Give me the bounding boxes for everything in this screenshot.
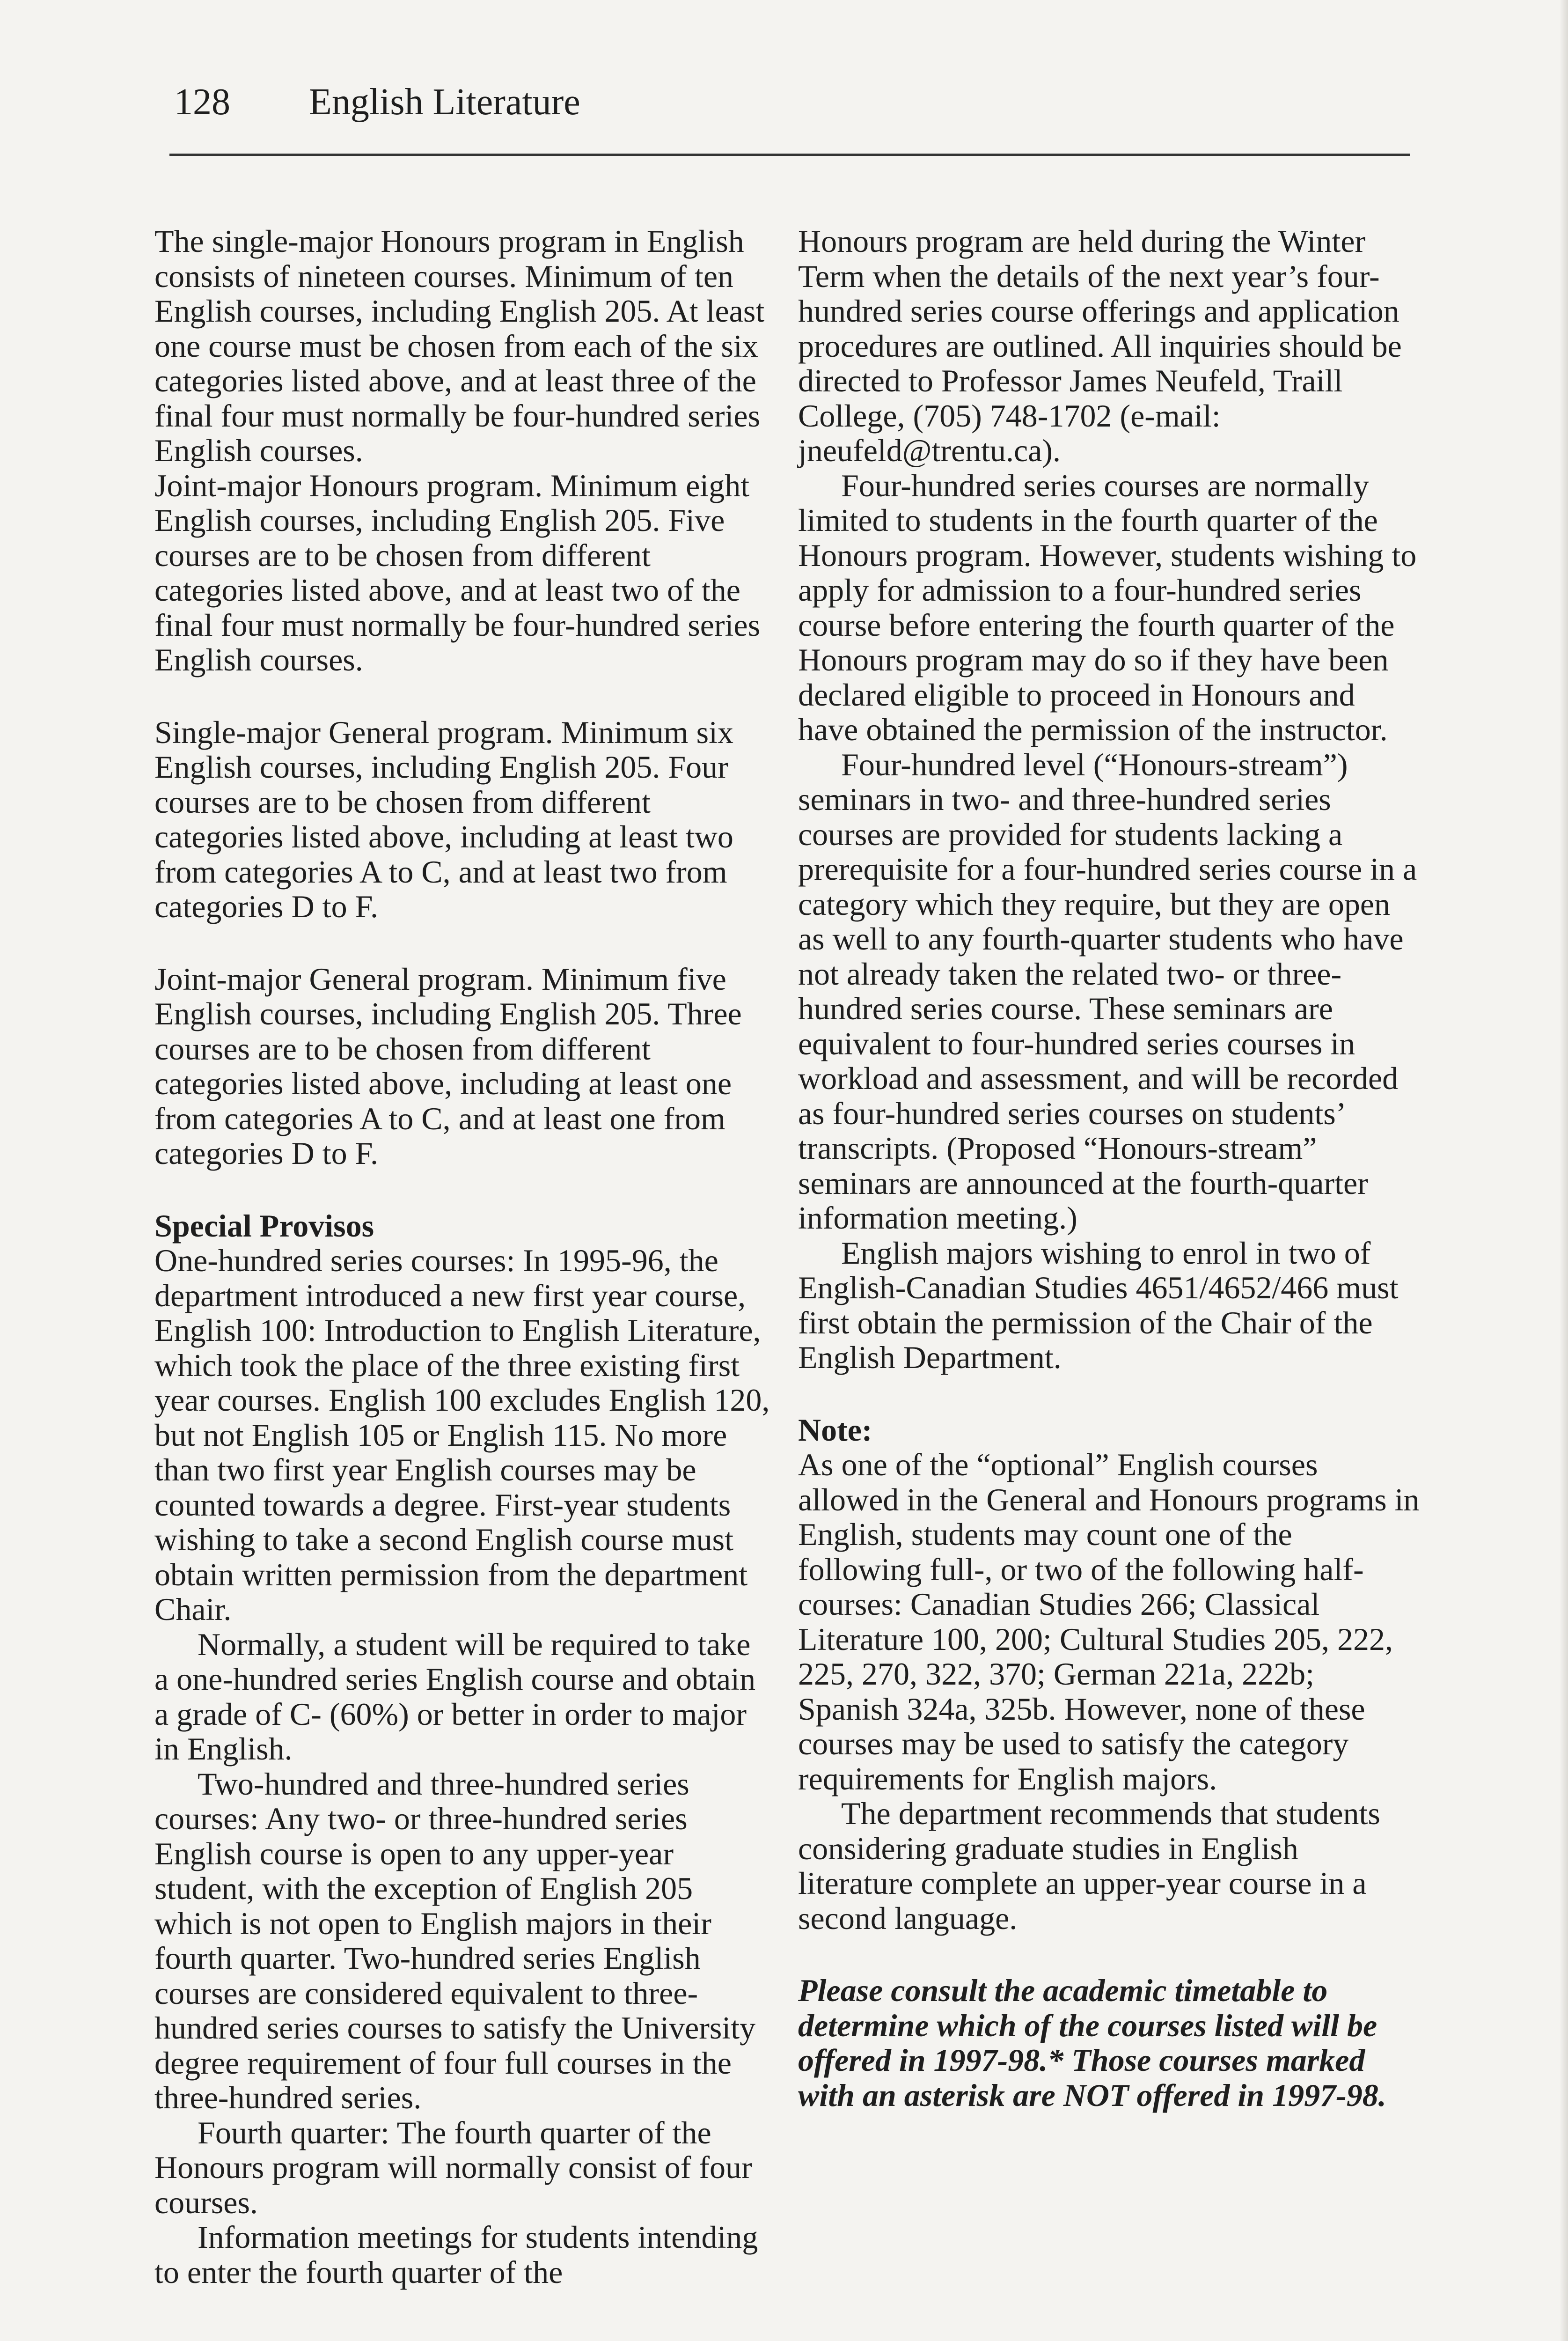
page-edge-shadow: [1560, 0, 1568, 2341]
special-provisos-heading: Special Provisos: [154, 1207, 374, 1244]
optional-courses-paragraph: As one of the “optional” English courses allowed in the General and Honours programs in English, students may count one of the following full-, or two of the following half-courses: Canadian Studies 266; Classical Literature 100, 200; Cultural Studies 205, 222, 225, 270, 322, 370; German 221a, 222b; Spanish 324a, 325b. However, none of these courses may be used to satisfy the category requirements for English majors.: [798, 1447, 1420, 1796]
left-column: [154, 224, 772, 2289]
english-canadian-studies-paragraph: English majors wishing to enrol in two of English-Canadian Studies 4651/4652/466 must first obtain the permission of the Chair of the English Department.: [798, 1235, 1399, 1375]
header-rule: [169, 154, 1410, 156]
honours-stream-seminars-paragraph: Four-hundred level (“Honours-stream”) seminars in two- and three-hundred series courses are provided for students lacking a prerequisite for a four-hundred series course in a category which they require, but they are open as well to any fourth-quarter students who have not already taken the related two- or three-hundred series course. These seminars are equivalent to four-hundred series courses in workload and assessment, and will be recorded as four-hundred series courses on students’ transcripts. (Proposed “Honours-stream” seminars are announced at the fourth-quarter information meeting.): [798, 746, 1417, 1236]
honours-program-continuation-paragraph: Honours program are held during the Winter Term when the details of the next year’s four-hundred series course offerings and application procedures are outlined. All inquiries should be directed to Professor James Neufeld, Traill College, (705) 748-1702 (e-mail: jneufeld@trentu.ca).: [798, 223, 1402, 468]
information-meetings-paragraph: Information meetings for students intending to enter the fourth quarter of the: [154, 2219, 758, 2290]
one-hundred-series-paragraph: One-hundred series courses: In 1995-96, the department introduced a new first year course, English 100: Introduction to English Literature, which took the place of the three existing first year courses. English 100 excludes English 120, but not English 105 or English 115. No more than two first year English courses may be counted towards a degree. First-year students wishing to take a second English course must obtain written permission from the department Chair.: [154, 1243, 770, 1627]
four-hundred-series-paragraph: Four-hundred series courses are normally limited to students in the fourth quarter of the Honours program. However, students wishing to apply for admission to a four-hundred series course before entering the fourth quarter of the Honours program may do so if they have been declared eligible to proceed in Honours and have obtained the permission of the instructor.: [798, 467, 1417, 747]
right-column: [798, 224, 1421, 2113]
general-single-major-paragraph: Single-major General program. Minimum six English courses, including English 205. Four courses are to be chosen from different categories listed above, including at least two from categories A to C, and at least two from categories D to F.: [154, 714, 733, 924]
two-three-hundred-series-paragraph: Two-hundred and three-hundred series courses: Any two- or three-hundred series English course is open to any upper-year student, with the exception of English 205 which is not open to English majors in their fourth quarter. Two-hundred series English courses are considered equivalent to three-hundred series courses to satisfy the University degree requirement of four full courses in the three-hundred series.: [154, 1766, 756, 2115]
honours-joint-major-paragraph: Joint-major Honours program. Minimum eight English courses, including English 205. Five courses are to be chosen from different categories listed above, and at least two of the final four must normally be four-hundred series English courses.: [154, 467, 761, 677]
fourth-quarter-paragraph: Fourth quarter: The fourth quarter of the Honours program will normally consist of four courses.: [154, 2114, 752, 2220]
running-title: English Literature: [309, 81, 580, 123]
honours-single-major-paragraph: The single-major Honours program in English consists of nineteen courses. Minimum of ten English courses, including English 205. At least one course must be chosen from each of the six categories listed above, and at least three of the final four must normally be four-hundred series English courses.: [154, 223, 765, 468]
page-number: 128: [174, 81, 230, 123]
general-joint-major-paragraph: Joint-major General program. Minimum five English courses, including English 205. Three courses are to be chosen from different categories listed above, including at least one from categories A to C, and at least one from categories D to F.: [154, 961, 742, 1171]
graduate-studies-paragraph: The department recommends that students considering graduate studies in English literature complete an upper-year course in a second language.: [798, 1796, 1380, 1936]
note-heading: Note:: [798, 1412, 872, 1448]
grade-requirement-paragraph: Normally, a student will be required to take a one-hundred series English course and obtain a grade of C- (60%) or better in order to major in English.: [154, 1626, 756, 1767]
timetable-notice: Please consult the academic timetable to determine which of the courses listed will be offered in 1997-98.* Those courses marked with an asterisk are NOT offered in 1997-98.: [798, 1973, 1386, 2113]
